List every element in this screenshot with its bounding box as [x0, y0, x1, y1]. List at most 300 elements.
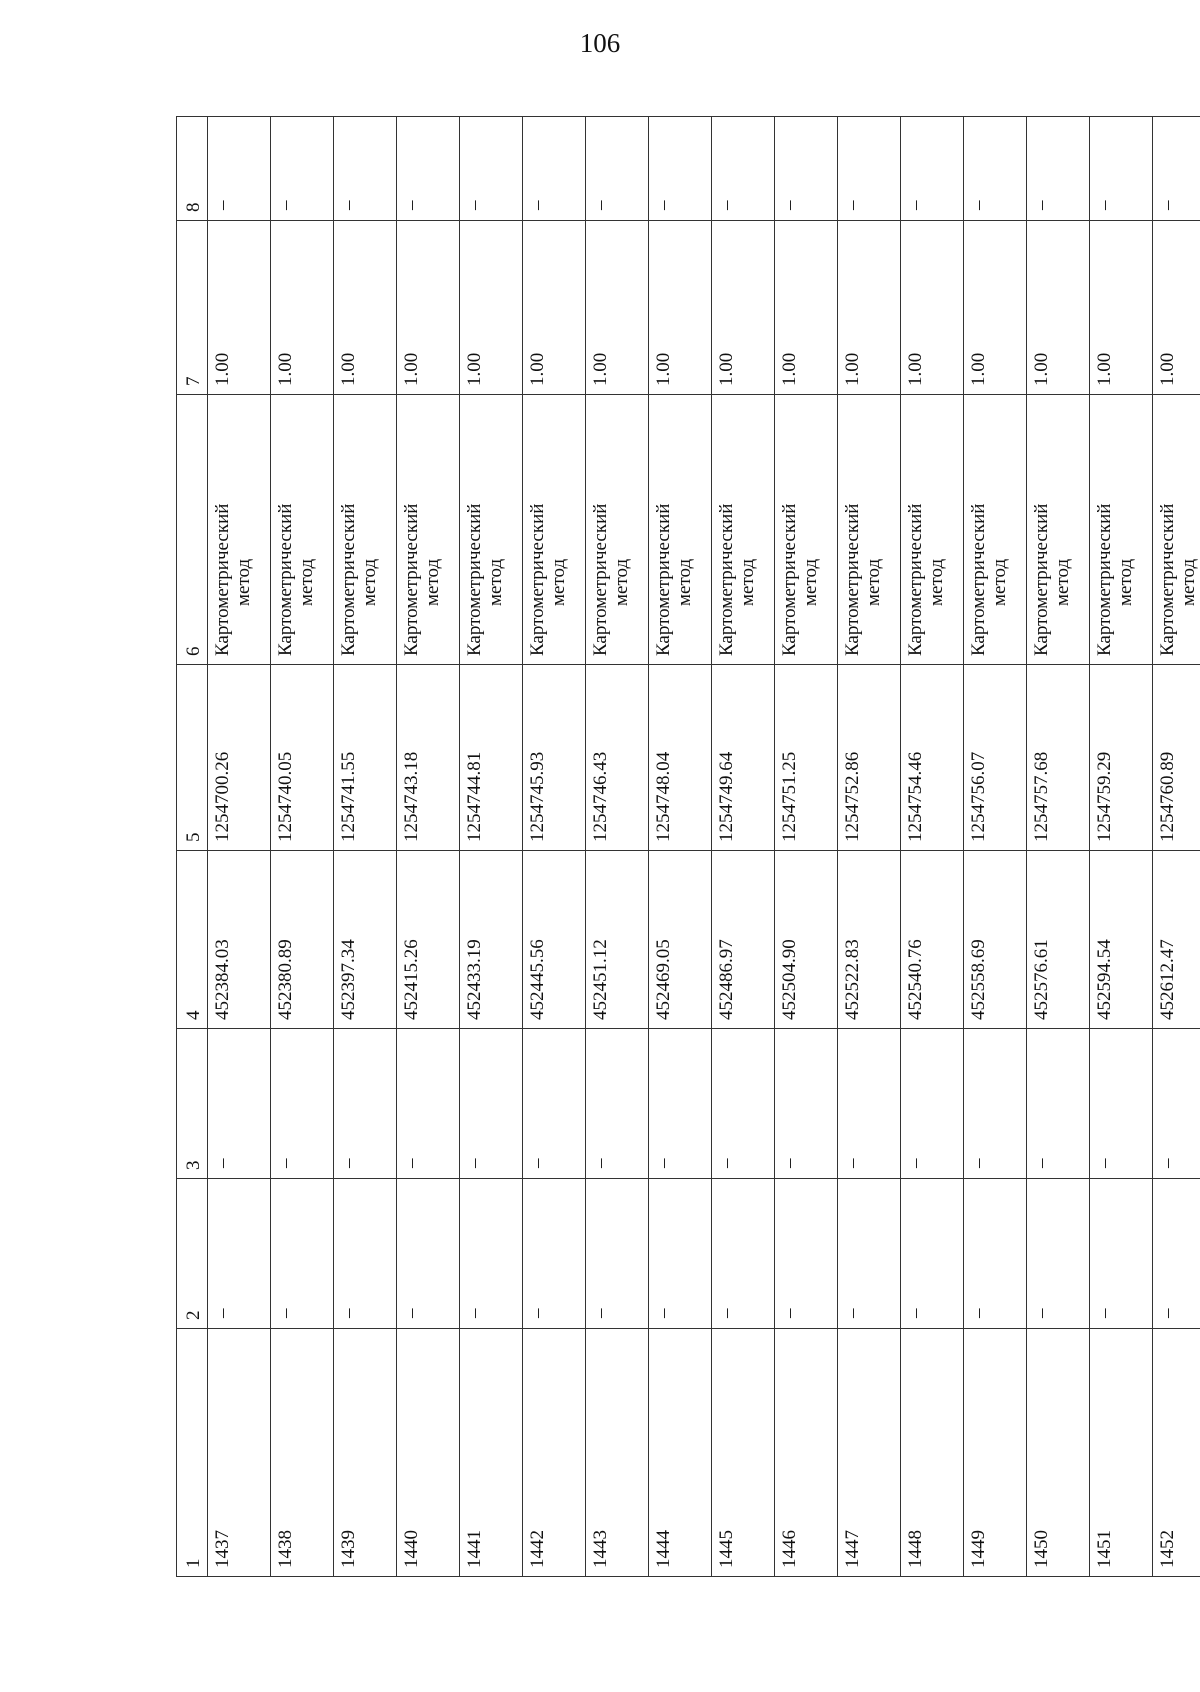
- cell-value: 1444: [653, 1530, 674, 1568]
- cell-value: 1254752.86: [842, 751, 863, 842]
- cell-value: 1450: [1031, 1530, 1052, 1568]
- table-cell-col-7: [334, 221, 397, 395]
- table-row: [586, 117, 649, 1577]
- table-cell-col-6: [775, 395, 838, 665]
- method-line-1: Картометрический: [275, 503, 296, 656]
- table-cell-col-6: [1027, 395, 1090, 665]
- cell-value: –: [338, 1308, 359, 1318]
- table-cell-col-4: [901, 851, 964, 1029]
- cell-value: 1254743.18: [401, 751, 422, 842]
- table-cell-col-5: [775, 665, 838, 851]
- column-header-7: 7: [177, 221, 208, 395]
- cell-value: 1445: [716, 1530, 737, 1568]
- table-cell-col-1: [775, 1329, 838, 1577]
- table-cell-col-6: [334, 395, 397, 665]
- table-cell-col-3: [838, 1029, 901, 1179]
- table-cell-col-7: [1090, 221, 1153, 395]
- table-cell-col-2: [334, 1179, 397, 1329]
- table-cell-col-4: [1027, 851, 1090, 1029]
- table-cell-col-8: [1027, 117, 1090, 221]
- table-cell-col-7: [586, 221, 649, 395]
- table-cell-col-1: [586, 1329, 649, 1577]
- table-cell-col-6: [271, 395, 334, 665]
- table-cell-col-7: [1027, 221, 1090, 395]
- table-cell-col-5: [208, 665, 271, 851]
- table-cell-col-7: [523, 221, 586, 395]
- cell-value: 1.00: [905, 352, 926, 386]
- method-line-1: Картометрический: [905, 503, 926, 656]
- table-cell-col-7: [271, 221, 334, 395]
- cell-value: –: [1031, 1308, 1052, 1318]
- table-cell-col-5: [271, 665, 334, 851]
- table-cell-col-8: [1153, 117, 1200, 221]
- table-cell-col-5: [397, 665, 460, 851]
- cell-value: 1447: [842, 1530, 863, 1568]
- table-cell-col-7: [964, 221, 1027, 395]
- cell-value: 452540.76: [905, 939, 926, 1020]
- cell-value: 452397.34: [338, 939, 359, 1020]
- table-cell-col-8: [586, 117, 649, 221]
- cell-value: –: [968, 1158, 989, 1168]
- table-cell-col-2: [649, 1179, 712, 1329]
- table-cell-col-8: [523, 117, 586, 221]
- table-cell-col-7: [901, 221, 964, 395]
- cell-value: 1254700.26: [212, 751, 233, 842]
- table-cell-col-7: [1153, 221, 1200, 395]
- table-cell-col-3: [712, 1029, 775, 1179]
- table-cell-col-7: [208, 221, 271, 395]
- cell-value: 1452: [1157, 1530, 1178, 1568]
- table-cell-col-2: [397, 1179, 460, 1329]
- column-header-3: 3: [177, 1029, 208, 1179]
- cell-value: 1254748.04: [653, 751, 674, 842]
- table-cell-col-2: [838, 1179, 901, 1329]
- cell-value: –: [275, 1158, 296, 1168]
- table-cell-col-4: [460, 851, 523, 1029]
- cell-value: –: [590, 200, 611, 210]
- table-cell-col-3: [1090, 1029, 1153, 1179]
- cell-value: –: [779, 200, 800, 210]
- table-cell-col-3: [460, 1029, 523, 1179]
- cell-value: 452433.19: [464, 939, 485, 1020]
- cell-value: 1254759.29: [1094, 751, 1115, 842]
- method-line-2: метод: [359, 558, 380, 606]
- header-row: [177, 117, 208, 1577]
- cell-value: 1.00: [1031, 352, 1052, 386]
- table-cell-col-4: [397, 851, 460, 1029]
- method-line-2: метод: [1052, 558, 1073, 606]
- table-cell-col-1: [712, 1329, 775, 1577]
- method-line-2: метод: [548, 558, 569, 606]
- table-cell-col-5: [586, 665, 649, 851]
- table-row: [901, 117, 964, 1577]
- cell-value: –: [464, 1158, 485, 1168]
- table-cell-col-1: [838, 1329, 901, 1577]
- table-cell-col-6: [586, 395, 649, 665]
- cell-value: –: [716, 200, 737, 210]
- coordinates-table-frame: [176, 117, 1199, 1577]
- page-number: 106: [579, 28, 621, 58]
- cell-value: –: [590, 1308, 611, 1318]
- table-cell-col-1: [334, 1329, 397, 1577]
- table-cell-col-6: [460, 395, 523, 665]
- method-line-1: Картометрический: [1094, 503, 1115, 656]
- cell-value: –: [905, 200, 926, 210]
- cell-value: 452380.89: [275, 939, 296, 1020]
- column-header-5: 5: [177, 665, 208, 851]
- method-line-2: метод: [233, 558, 254, 606]
- cell-value: 452612.47: [1157, 939, 1178, 1020]
- table-cell-col-3: [649, 1029, 712, 1179]
- table-cell-col-1: [964, 1329, 1027, 1577]
- table-cell-col-3: [586, 1029, 649, 1179]
- cell-value: 1440: [401, 1530, 422, 1568]
- cell-value: –: [842, 1158, 863, 1168]
- table-row: [271, 117, 334, 1577]
- cell-value: –: [401, 200, 422, 210]
- table-cell-col-7: [460, 221, 523, 395]
- cell-value: –: [1031, 200, 1052, 210]
- method-line-2: метод: [485, 558, 506, 606]
- cell-value: 452451.12: [590, 939, 611, 1020]
- cell-value: 1254760.89: [1157, 751, 1178, 842]
- method-line-1: Картометрический: [401, 503, 422, 656]
- table-row: [964, 117, 1027, 1577]
- table-cell-col-1: [649, 1329, 712, 1577]
- cell-value: –: [1094, 1308, 1115, 1318]
- table-cell-col-1: [523, 1329, 586, 1577]
- table-cell-col-3: [1027, 1029, 1090, 1179]
- table-cell-col-7: [838, 221, 901, 395]
- cell-value: –: [338, 1158, 359, 1168]
- column-header-6: 6: [177, 395, 208, 665]
- cell-value: 1254746.43: [590, 751, 611, 842]
- cell-value: 1438: [275, 1530, 296, 1568]
- table-cell-col-5: [1090, 665, 1153, 851]
- table-cell-col-4: [964, 851, 1027, 1029]
- cell-value: –: [464, 1308, 485, 1318]
- table-cell-col-1: [271, 1329, 334, 1577]
- cell-value: 1.00: [653, 352, 674, 386]
- cell-value: –: [653, 200, 674, 210]
- cell-value: –: [1031, 1158, 1052, 1168]
- cell-value: –: [401, 1158, 422, 1168]
- table-cell-col-2: [271, 1179, 334, 1329]
- cell-value: –: [968, 200, 989, 210]
- cell-value: –: [716, 1308, 737, 1318]
- cell-value: –: [716, 1158, 737, 1168]
- table-cell-col-1: [1090, 1329, 1153, 1577]
- coordinates-table: [176, 116, 1200, 1577]
- table-cell-col-5: [901, 665, 964, 851]
- table-cell-col-8: [271, 117, 334, 221]
- table-cell-col-7: [649, 221, 712, 395]
- cell-value: 1439: [338, 1530, 359, 1568]
- table-cell-col-3: [334, 1029, 397, 1179]
- table-row: [649, 117, 712, 1577]
- table-cell-col-8: [964, 117, 1027, 221]
- method-line-1: Картометрический: [338, 503, 359, 656]
- cell-value: 1254751.25: [779, 751, 800, 842]
- table-cell-col-4: [586, 851, 649, 1029]
- table-cell-col-3: [397, 1029, 460, 1179]
- cell-value: –: [590, 1158, 611, 1168]
- cell-value: 1254749.64: [716, 751, 737, 842]
- table-cell-col-8: [775, 117, 838, 221]
- cell-value: 1.00: [338, 352, 359, 386]
- cell-value: 452415.26: [401, 939, 422, 1020]
- cell-value: –: [779, 1158, 800, 1168]
- cell-value: –: [275, 200, 296, 210]
- table-cell-col-4: [208, 851, 271, 1029]
- method-line-1: Картометрический: [653, 503, 674, 656]
- table-row: [712, 117, 775, 1577]
- table-cell-col-7: [712, 221, 775, 395]
- cell-value: –: [779, 1308, 800, 1318]
- table-cell-col-6: [397, 395, 460, 665]
- table-cell-col-6: [964, 395, 1027, 665]
- table-cell-col-6: [1090, 395, 1153, 665]
- cell-value: 1.00: [716, 352, 737, 386]
- table-cell-col-2: [460, 1179, 523, 1329]
- cell-value: –: [212, 200, 233, 210]
- cell-value: –: [527, 1308, 548, 1318]
- table-cell-col-8: [397, 117, 460, 221]
- table-row: [1153, 117, 1200, 1577]
- method-line-1: Картометрический: [1157, 503, 1178, 656]
- table-cell-col-8: [460, 117, 523, 221]
- method-line-2: метод: [800, 558, 821, 606]
- method-line-1: Картометрический: [842, 503, 863, 656]
- cell-value: 1448: [905, 1530, 926, 1568]
- cell-value: 1446: [779, 1530, 800, 1568]
- table-cell-col-5: [964, 665, 1027, 851]
- cell-value: 452576.61: [1031, 939, 1052, 1020]
- table-cell-col-3: [1153, 1029, 1200, 1179]
- table-cell-col-8: [901, 117, 964, 221]
- table-cell-col-6: [649, 395, 712, 665]
- table-cell-col-2: [208, 1179, 271, 1329]
- cell-value: 452486.97: [716, 939, 737, 1020]
- table-cell-col-4: [271, 851, 334, 1029]
- table-row: [460, 117, 523, 1577]
- column-header-2: 2: [177, 1179, 208, 1329]
- cell-value: 1254756.07: [968, 751, 989, 842]
- table-cell-col-3: [523, 1029, 586, 1179]
- table-cell-col-5: [523, 665, 586, 851]
- table-body: [208, 117, 1200, 1577]
- table-cell-col-8: [208, 117, 271, 221]
- cell-value: 1254741.55: [338, 751, 359, 842]
- cell-value: 1441: [464, 1530, 485, 1568]
- method-line-1: Картометрический: [716, 503, 737, 656]
- cell-value: –: [1157, 1158, 1178, 1168]
- cell-value: –: [842, 200, 863, 210]
- table-cell-col-8: [838, 117, 901, 221]
- table-cell-col-4: [649, 851, 712, 1029]
- cell-value: 452384.03: [212, 939, 233, 1020]
- cell-value: –: [527, 1158, 548, 1168]
- table-cell-col-6: [712, 395, 775, 665]
- table-row: [523, 117, 586, 1577]
- column-header-8: 8: [177, 117, 208, 221]
- table-row: [208, 117, 271, 1577]
- table-cell-col-2: [964, 1179, 1027, 1329]
- cell-value: –: [1094, 200, 1115, 210]
- method-line-2: метод: [863, 558, 884, 606]
- cell-value: –: [968, 1308, 989, 1318]
- table-cell-col-4: [775, 851, 838, 1029]
- method-line-2: метод: [422, 558, 443, 606]
- cell-value: 452445.56: [527, 939, 548, 1020]
- cell-value: 1.00: [275, 352, 296, 386]
- table-cell-col-3: [964, 1029, 1027, 1179]
- column-header-4: 4: [177, 851, 208, 1029]
- method-line-1: Картометрический: [464, 503, 485, 656]
- cell-value: 1.00: [842, 352, 863, 386]
- table-cell-col-6: [901, 395, 964, 665]
- cell-value: –: [842, 1308, 863, 1318]
- table-cell-col-6: [838, 395, 901, 665]
- cell-value: 1.00: [968, 352, 989, 386]
- cell-value: 1437: [212, 1530, 233, 1568]
- method-line-1: Картометрический: [527, 503, 548, 656]
- cell-value: –: [275, 1308, 296, 1318]
- cell-value: –: [338, 200, 359, 210]
- table-cell-col-1: [901, 1329, 964, 1577]
- table-cell-col-5: [712, 665, 775, 851]
- method-line-2: метод: [1178, 558, 1199, 606]
- table-cell-col-8: [334, 117, 397, 221]
- cell-value: –: [1157, 200, 1178, 210]
- method-line-1: Картометрический: [590, 503, 611, 656]
- cell-value: 1442: [527, 1530, 548, 1568]
- method-line-2: метод: [1115, 558, 1136, 606]
- cell-value: 1.00: [1094, 352, 1115, 386]
- table-cell-col-5: [1153, 665, 1200, 851]
- cell-value: 1254754.46: [905, 751, 926, 842]
- cell-value: 1.00: [590, 352, 611, 386]
- table-cell-col-2: [712, 1179, 775, 1329]
- table-cell-col-5: [460, 665, 523, 851]
- table-cell-col-8: [649, 117, 712, 221]
- cell-value: 452558.69: [968, 939, 989, 1020]
- table-cell-col-4: [523, 851, 586, 1029]
- method-line-2: метод: [611, 558, 632, 606]
- cell-value: 1254745.93: [527, 751, 548, 842]
- cell-value: 452504.90: [779, 939, 800, 1020]
- table-cell-col-2: [523, 1179, 586, 1329]
- cell-value: –: [905, 1308, 926, 1318]
- column-header-1: 1: [177, 1329, 208, 1577]
- table-cell-col-2: [1153, 1179, 1200, 1329]
- cell-value: 1449: [968, 1530, 989, 1568]
- table-cell-col-4: [712, 851, 775, 1029]
- table-cell-col-5: [838, 665, 901, 851]
- table-cell-col-1: [397, 1329, 460, 1577]
- table-cell-col-5: [334, 665, 397, 851]
- method-line-1: Картометрический: [779, 503, 800, 656]
- method-line-2: метод: [674, 558, 695, 606]
- cell-value: 452594.54: [1094, 939, 1115, 1020]
- table-row: [1027, 117, 1090, 1577]
- table-row: [775, 117, 838, 1577]
- table-cell-col-1: [460, 1329, 523, 1577]
- table-row: [838, 117, 901, 1577]
- method-line-2: метод: [296, 558, 317, 606]
- cell-value: 1254740.05: [275, 751, 296, 842]
- table-cell-col-1: [1027, 1329, 1090, 1577]
- cell-value: 1.00: [1157, 352, 1178, 386]
- cell-value: 1.00: [401, 352, 422, 386]
- table-cell-col-1: [208, 1329, 271, 1577]
- cell-value: –: [212, 1158, 233, 1168]
- cell-value: –: [527, 200, 548, 210]
- method-line-2: метод: [989, 558, 1010, 606]
- cell-value: 1.00: [779, 352, 800, 386]
- cell-value: 1.00: [212, 352, 233, 386]
- cell-value: 1254757.68: [1031, 751, 1052, 842]
- cell-value: –: [1094, 1158, 1115, 1168]
- table-cell-col-6: [1153, 395, 1200, 665]
- table-cell-col-4: [334, 851, 397, 1029]
- method-line-2: метод: [737, 558, 758, 606]
- method-line-1: Картометрический: [1031, 503, 1052, 656]
- cell-value: 1254744.81: [464, 751, 485, 842]
- table-cell-col-4: [838, 851, 901, 1029]
- cell-value: –: [653, 1158, 674, 1168]
- cell-value: 1.00: [527, 352, 548, 386]
- table-cell-col-6: [523, 395, 586, 665]
- method-line-1: Картометрический: [968, 503, 989, 656]
- table-row: [397, 117, 460, 1577]
- table-cell-col-2: [901, 1179, 964, 1329]
- cell-value: –: [905, 1158, 926, 1168]
- table-cell-col-1: [1153, 1329, 1200, 1577]
- cell-value: –: [1157, 1308, 1178, 1318]
- table-cell-col-6: [208, 395, 271, 665]
- cell-value: 1.00: [464, 352, 485, 386]
- table-cell-col-3: [901, 1029, 964, 1179]
- table-cell-col-3: [271, 1029, 334, 1179]
- table-cell-col-7: [397, 221, 460, 395]
- table-cell-col-4: [1153, 851, 1200, 1029]
- table-cell-col-2: [586, 1179, 649, 1329]
- cell-value: 452522.83: [842, 939, 863, 1020]
- table-cell-col-4: [1090, 851, 1153, 1029]
- table-cell-col-5: [649, 665, 712, 851]
- method-line-2: метод: [926, 558, 947, 606]
- cell-value: 1443: [590, 1530, 611, 1568]
- cell-value: 1451: [1094, 1530, 1115, 1568]
- table-cell-col-3: [208, 1029, 271, 1179]
- table-cell-col-7: [775, 221, 838, 395]
- cell-value: –: [401, 1308, 422, 1318]
- table-row: [1090, 117, 1153, 1577]
- cell-value: –: [464, 200, 485, 210]
- method-line-1: Картометрический: [212, 503, 233, 656]
- table-cell-col-5: [1027, 665, 1090, 851]
- table-cell-col-2: [1090, 1179, 1153, 1329]
- table-cell-col-3: [775, 1029, 838, 1179]
- table-row: [334, 117, 397, 1577]
- table-cell-col-8: [1090, 117, 1153, 221]
- cell-value: 452469.05: [653, 939, 674, 1020]
- cell-value: –: [653, 1308, 674, 1318]
- cell-value: –: [212, 1308, 233, 1318]
- table-cell-col-8: [712, 117, 775, 221]
- table-cell-col-2: [775, 1179, 838, 1329]
